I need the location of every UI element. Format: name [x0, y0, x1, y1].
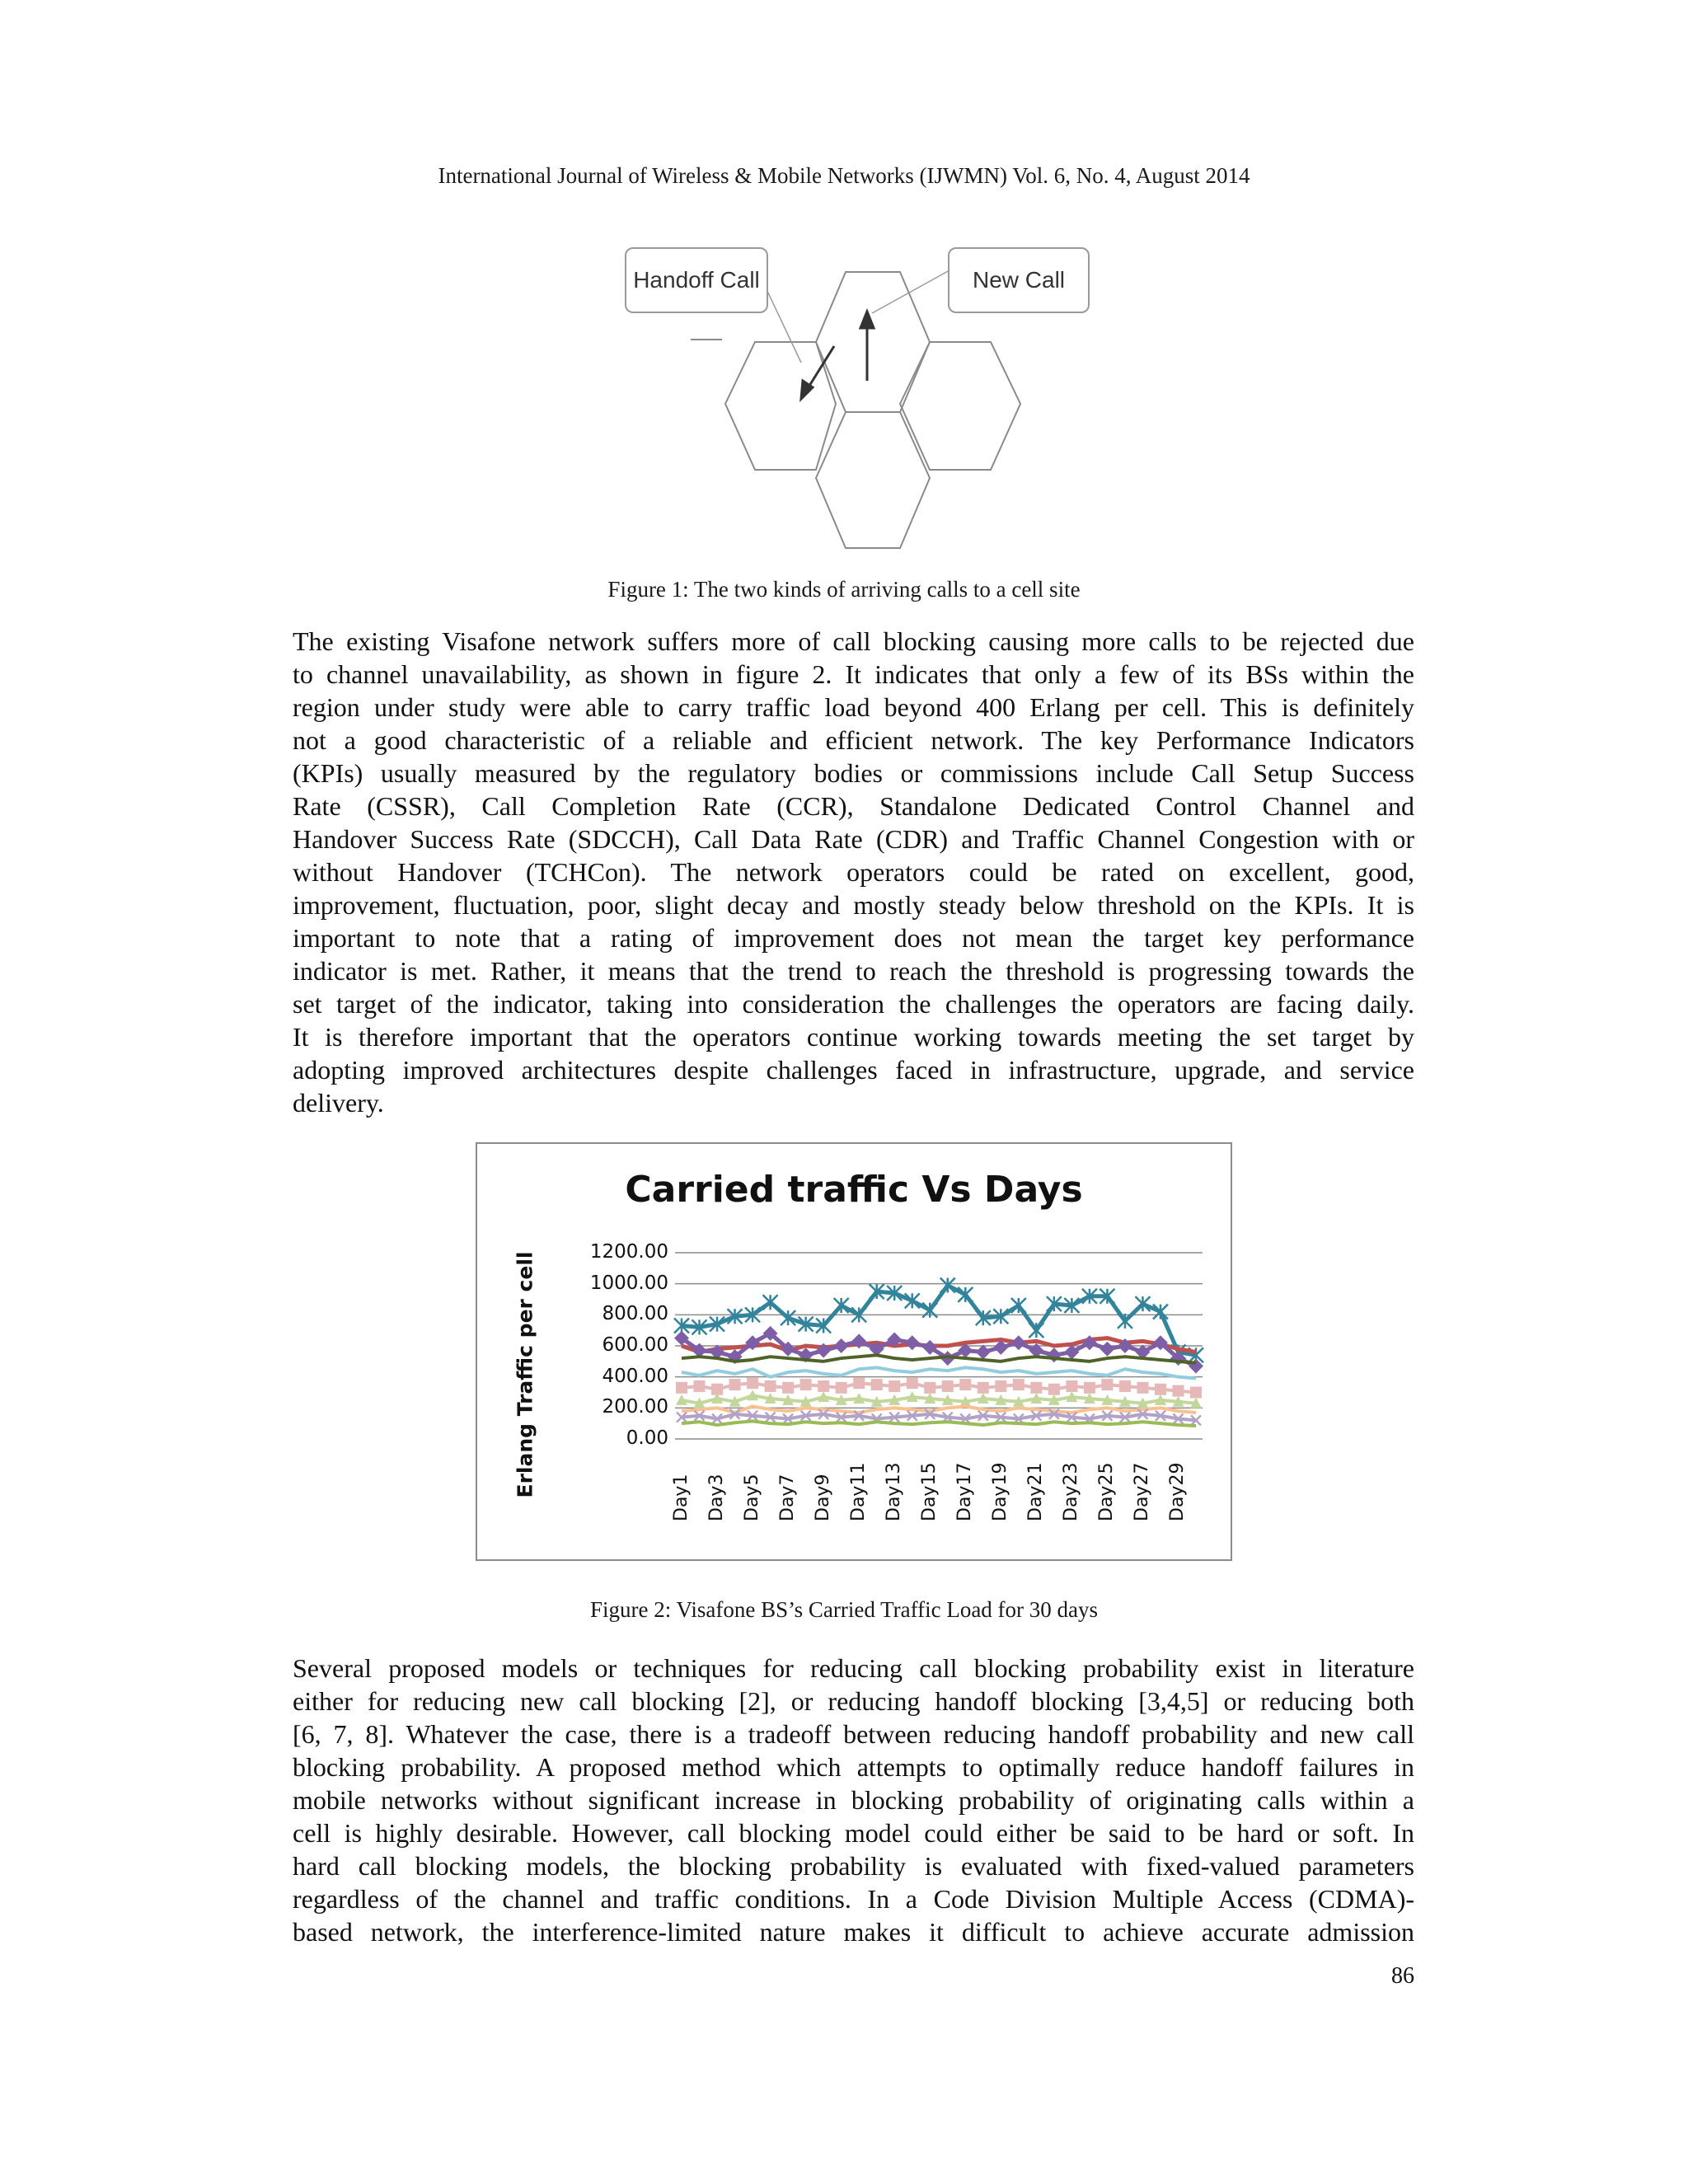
chart-x-tick-label: Day7	[777, 1474, 799, 1521]
body-paragraph-1	[293, 625, 1414, 1119]
chart-data-point	[818, 1380, 829, 1392]
chart-data-point	[1013, 1379, 1025, 1390]
chart-data-point	[940, 1278, 955, 1293]
paragraph-line: Several proposed models or techniques for reducing call blocking probability exist in literature	[293, 1653, 1414, 1683]
chart-data-point	[959, 1379, 971, 1390]
chart-data-point	[1135, 1296, 1150, 1311]
hexagon-cell-left-hex	[725, 342, 836, 470]
chart-series-line	[682, 1383, 1196, 1392]
paragraph-line: Rate (CSSR), Call Completion Rate (CCR), Standalone Dedicated Control Channel and	[293, 791, 1414, 821]
figure-1-cells-diagram	[610, 239, 1104, 560]
paragraph-line: (KPIs) usually measured by the regulatory bodies or commissions include Call Setup Success	[293, 758, 1414, 788]
paragraph-line: either for reducing new call blocking [2], or reducing handoff blocking [3,4,5] or reducing both	[293, 1686, 1414, 1716]
chart-x-tick-label: Day15	[919, 1462, 940, 1521]
chart-y-tick-label: 0.00	[626, 1427, 668, 1449]
body-paragraph-2	[293, 1652, 1414, 1948]
newcall-arrow-icon	[860, 312, 874, 381]
chart-x-tick-label: Day27	[1132, 1462, 1153, 1521]
chart-data-point	[729, 1379, 741, 1390]
chart-data-point	[1119, 1380, 1131, 1392]
chart-data-point	[1066, 1380, 1077, 1392]
chart-y-tick-label: 1000.00	[589, 1272, 668, 1294]
chart-data-point	[694, 1380, 706, 1392]
paragraph-line: improvement, fluctuation, poor, slight decay and mostly steady below threshold on the KPIs. It is	[293, 890, 1414, 920]
paragraph-line: The existing Visafone network suffers more of call blocking causing more calls to be rejected due	[293, 626, 1414, 656]
chart-data-point	[1084, 1382, 1095, 1394]
chart-x-tick-label: Day17	[954, 1462, 976, 1521]
paragraph-line: based network, the interference-limited nature makes it difficult to achieve accurate admission	[293, 1917, 1414, 1947]
new-call-label: New Call	[948, 247, 1090, 313]
page-number: 86	[1391, 1963, 1414, 1989]
paragraph-line: not a good characteristic of a reliable and efficient network. The key Performance Indicators	[293, 725, 1414, 755]
chart-series-line	[682, 1414, 1196, 1421]
paragraph-line: mobile networks without significant increase in blocking probability of originating calls within a	[293, 1785, 1414, 1815]
chart-data-point	[924, 1382, 935, 1394]
chart-data-point	[1190, 1387, 1202, 1399]
chart-y-tick-label: 400.00	[602, 1365, 668, 1387]
figure-2-chart	[476, 1142, 1232, 1561]
running-header: International Journal of Wireless & Mobile Networks (IJWMN) Vol. 6, No. 4, August 2014	[438, 163, 1250, 188]
chart-y-tick-label: 200.00	[602, 1396, 668, 1418]
chart-data-point	[1153, 1305, 1168, 1319]
chart-data-point	[871, 1379, 883, 1390]
chart-data-point	[995, 1380, 1006, 1392]
chart-data-point	[834, 1338, 849, 1353]
chart-data-point	[978, 1382, 989, 1394]
chart-data-point	[1064, 1345, 1079, 1360]
chart-data-point	[1100, 1342, 1114, 1357]
chart-x-tick-label: Day1	[671, 1474, 692, 1521]
chart-data-point	[834, 1298, 849, 1313]
chart-data-point	[853, 1377, 865, 1389]
paragraph-line: delivery.	[293, 1088, 384, 1118]
chart-data-point	[889, 1380, 900, 1392]
chart-y-tick-label: 1200.00	[589, 1241, 668, 1263]
chart-data-point	[1172, 1385, 1184, 1397]
chart-data-point	[1011, 1335, 1026, 1350]
chart-series-line	[682, 1421, 1196, 1426]
paragraph-line: to channel unavailability, as shown in figure 2. It indicates that only a few of its BSs within the	[293, 659, 1414, 689]
chart-x-tick-label: Day23	[1061, 1462, 1082, 1521]
chart-data-point	[765, 1380, 776, 1392]
chart-x-tick-label: Day25	[1096, 1462, 1118, 1521]
paragraph-line: [6, 7, 8]. Whatever the case, there is a tradeoff between reducing handoff probability and new call	[293, 1719, 1414, 1749]
chart-plot-area	[477, 1144, 1231, 1559]
chart-data-point	[747, 1377, 758, 1389]
chart-series-BS4	[682, 1355, 1196, 1362]
paragraph-line: set target of the indicator, taking into consideration the challenges the operators are facing daily.	[293, 989, 1414, 1019]
chart-series-BS10	[682, 1421, 1196, 1426]
chart-data-point	[958, 1287, 973, 1302]
chart-data-point	[907, 1377, 918, 1389]
chart-data-point	[942, 1380, 954, 1392]
chart-data-point	[836, 1382, 847, 1394]
chart-series-line	[682, 1406, 1196, 1413]
chart-data-point	[763, 1295, 778, 1310]
paragraph-line: important to note that a rating of improvement does not mean the target key performance	[293, 923, 1414, 953]
hexagon-cell-top	[816, 272, 930, 412]
chart-data-point	[1048, 1384, 1060, 1395]
chart-x-tick-label: Day11	[848, 1462, 870, 1521]
chart-data-point	[1137, 1382, 1148, 1394]
chart-data-point	[905, 1335, 920, 1350]
chart-data-point	[1030, 1382, 1042, 1394]
chart-x-tick-label: Day19	[990, 1462, 1011, 1521]
chart-data-point	[922, 1303, 937, 1318]
chart-series-line	[682, 1355, 1196, 1362]
paragraph-line: without Handover (TCHCon). The network operators could be rated on excellent, good,	[293, 857, 1414, 887]
chart-data-point	[782, 1382, 794, 1394]
chart-x-tick-label: Day5	[742, 1474, 763, 1521]
paragraph-line: adopting improved architectures despite challenges faced in infrastructure, upgrade, and service	[293, 1055, 1414, 1085]
paragraph-line: Handover Success Rate (SDCCH), Call Data Rate (CDR) and Traffic Channel Congestion with or	[293, 824, 1414, 854]
chart-data-point	[905, 1293, 920, 1308]
chart-series-BS8	[682, 1406, 1196, 1413]
paragraph-line: hard call blocking models, the blocking probability is evaluated with fixed-valued parameters	[293, 1851, 1414, 1881]
chart-data-point	[1029, 1323, 1043, 1338]
chart-data-point	[1155, 1384, 1166, 1395]
handoff-call-label: Handoff Call	[625, 247, 768, 313]
chart-y-tick-label: 600.00	[602, 1334, 668, 1356]
paragraph-line: blocking probability. A proposed method which attempts to optimally reduce handoff failures in	[293, 1752, 1414, 1782]
chart-x-tick-label: Day9	[813, 1474, 834, 1521]
chart-series-line	[682, 1395, 1196, 1403]
figure-2-caption: Figure 2: Visafone BS’s Carried Traffic Load for 30 days	[589, 1597, 1099, 1622]
chart-data-point	[676, 1382, 687, 1394]
chart-title: Carried traffic Vs Days	[625, 1169, 1083, 1211]
chart-data-point	[800, 1379, 812, 1390]
chart-series-line	[682, 1333, 1196, 1366]
chart-x-tick-label: Day13	[884, 1462, 905, 1521]
chart-x-tick-label: Day29	[1167, 1462, 1189, 1521]
chart-x-tick-label: Day3	[706, 1474, 728, 1521]
paragraph-line: It is therefore important that the operators continue working towards meeting the set target by	[293, 1022, 1414, 1052]
chart-y-axis-label: Erlang Traffic per cell	[513, 1251, 537, 1498]
chart-data-point	[1011, 1298, 1026, 1313]
chart-data-point	[1101, 1379, 1113, 1390]
newcall-leader-line	[872, 270, 950, 313]
chart-series-BS3	[674, 1326, 1203, 1374]
chart-x-tick-label: Day21	[1025, 1462, 1047, 1521]
chart-y-tick-label: 800.00	[602, 1303, 668, 1325]
figure-1-caption: Figure 1: The two kinds of arriving calls to a cell site	[607, 577, 1081, 602]
chart-data-point	[1118, 1314, 1132, 1329]
paragraph-line: cell is highly desirable. However, call blocking model could either be said to be hard or soft. In	[293, 1818, 1414, 1848]
chart-data-point	[976, 1345, 991, 1360]
paragraph-line: region under study were able to carry traffic load beyond 400 Erlang per cell. This is definitely	[293, 692, 1414, 722]
paragraph-line: indicator is met. Rather, it means that the trend to reach the threshold is progressing towards the	[293, 956, 1414, 986]
paragraph-line: regardless of the channel and traffic conditions. In a Code Division Multiple Access (CDMA)-	[293, 1884, 1414, 1914]
